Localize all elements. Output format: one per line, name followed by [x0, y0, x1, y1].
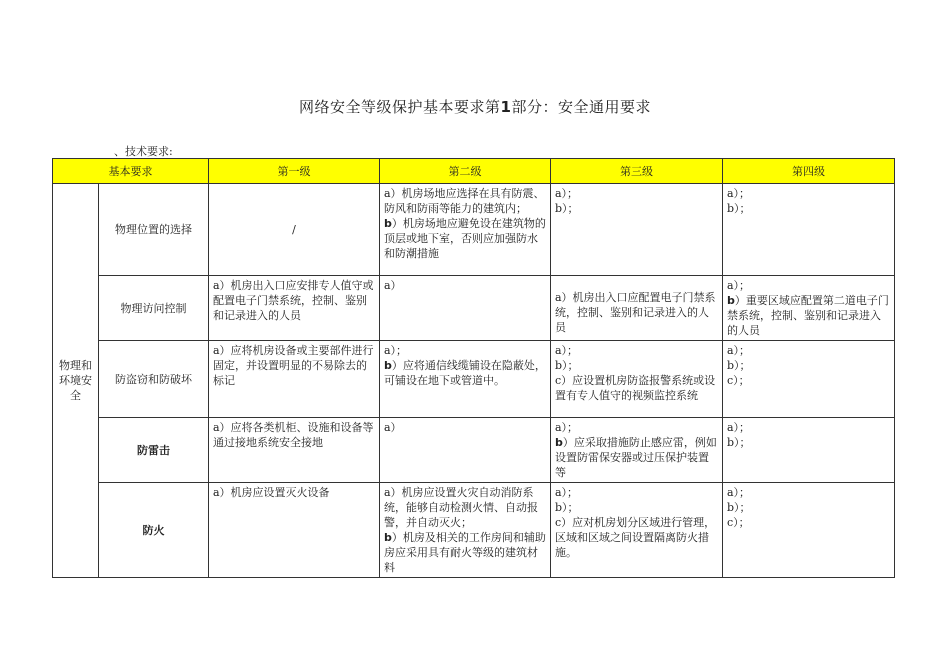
level-2-cell	[380, 341, 551, 418]
header-level-4: 第四级	[723, 159, 895, 184]
cell-line: a）；	[727, 279, 751, 292]
section-subtitle: 、技术要求:	[114, 145, 173, 158]
level-3-cell	[551, 184, 723, 276]
cell-line: a）机房场地应选择在具有防震、防风和防雨等能力的建筑内；	[384, 187, 545, 215]
cell-line: a）；	[727, 187, 751, 200]
cell-line: a）；	[384, 344, 408, 357]
list-marker: b	[555, 436, 563, 449]
item-cell: 物理位置的选择	[99, 184, 209, 276]
list-marker: b	[384, 531, 392, 544]
level-1-cell	[209, 276, 380, 341]
cell-line: b）；	[727, 359, 751, 372]
level-1-cell	[209, 418, 380, 483]
cell-line: a）；	[555, 486, 579, 499]
item-cell: 防雷击	[99, 418, 209, 483]
level-1-cell	[209, 341, 380, 418]
level-3-cell	[551, 276, 723, 341]
cell-line: b）；	[555, 501, 579, 514]
cell-line: c）；	[727, 516, 750, 529]
header-basic-requirement: 基本要求	[53, 159, 209, 184]
cell-line: c）应设置机房防盗报警系统或设置有专人值守的视频监控系统	[555, 374, 716, 402]
category-cell: 物理和环境安全	[53, 184, 99, 578]
cell-line: a）；	[555, 344, 579, 357]
level-2-cell	[380, 418, 551, 483]
level-4-cell	[723, 418, 895, 483]
header-level-1: 第一级	[209, 159, 380, 184]
list-marker: b	[384, 359, 392, 372]
level-4-cell	[723, 341, 895, 418]
cell-line: a）机房应设置火灾自动消防系统，能够自动检测火情、自动报警，并自动灭火；	[384, 486, 538, 529]
level-1-cell: /	[209, 184, 380, 276]
page-title: 网络安全等级保护基本要求第1部分：安全通用要求	[299, 98, 651, 116]
item-cell: 防盗窃和防破坏	[99, 341, 209, 418]
cell-line: b）机房及相关的工作房间和辅助房应采用具有耐火等级的建筑材料	[384, 531, 546, 574]
cell-line: c）应对机房划分区域进行管理，区域和区域之间设置隔离防火措施。	[555, 516, 716, 559]
level-2-cell	[380, 483, 551, 578]
level-4-cell	[723, 483, 895, 578]
cell-line: a）机房出入口应安排专人值守或配置电子门禁系统，控制、鉴别和记录进入的人员	[213, 279, 374, 322]
cell-line: b）重要区域应配置第二道电子门禁系统，控制、鉴别和记录进入的人员	[727, 294, 889, 337]
item-cell: 物理访问控制	[99, 276, 209, 341]
level-3-cell	[551, 418, 723, 483]
level-3-cell	[551, 341, 723, 418]
table-row	[53, 341, 895, 418]
cell-line: b）应采取措施防止感应雷，例如设置防雷保安器或过压保护装置等	[555, 436, 717, 479]
cell-line: b）应将通信线缆铺设在隐蔽处，可铺设在地下或管道中。	[384, 359, 546, 387]
cell-line: a）	[384, 279, 402, 292]
table-header-row	[53, 159, 895, 184]
level-3-cell	[551, 483, 723, 578]
list-marker: b	[384, 217, 392, 230]
level-2-cell	[380, 184, 551, 276]
level-4-cell	[723, 184, 895, 276]
cell-line: b）；	[727, 436, 751, 449]
level-4-cell	[723, 276, 895, 341]
item-cell: 防火	[99, 483, 209, 578]
cell-line: a）	[384, 421, 402, 434]
requirements-table	[52, 158, 895, 578]
cell-line: b）；	[727, 501, 751, 514]
cell-line: a）机房应设置灭火设备	[213, 486, 330, 499]
cell-line: b）；	[555, 359, 579, 372]
level-2-cell	[380, 276, 551, 341]
cell-line: b）机房场地应避免设在建筑物的顶层或地下室，否则应加强防水和防潮措施	[384, 217, 546, 260]
level-1-cell	[209, 483, 380, 578]
table-row	[53, 483, 895, 578]
cell-line: a）；	[555, 187, 579, 200]
cell-line: a）；	[727, 486, 751, 499]
cell-line: b）；	[727, 202, 751, 215]
table-row	[53, 184, 895, 276]
header-level-3: 第三级	[551, 159, 723, 184]
table-row	[53, 418, 895, 483]
cell-line: a）应将各类机柜、设施和设备等通过接地系统安全接地	[213, 421, 374, 449]
cell-line: a）；	[727, 421, 751, 434]
header-level-2: 第二级	[380, 159, 551, 184]
table-row	[53, 276, 895, 341]
cell-line: a）机房出入口应配置电子门禁系统，控制、鉴别和记录进入的人员	[555, 291, 716, 334]
cell-line: a）；	[555, 421, 579, 434]
cell-line: c）；	[727, 374, 750, 387]
cell-line: a）；	[727, 344, 751, 357]
cell-line: a）应将机房设备或主要部件进行固定，并设置明显的不易除去的标记	[213, 344, 374, 387]
cell-line: b）；	[555, 202, 579, 215]
list-marker: b	[727, 294, 735, 307]
